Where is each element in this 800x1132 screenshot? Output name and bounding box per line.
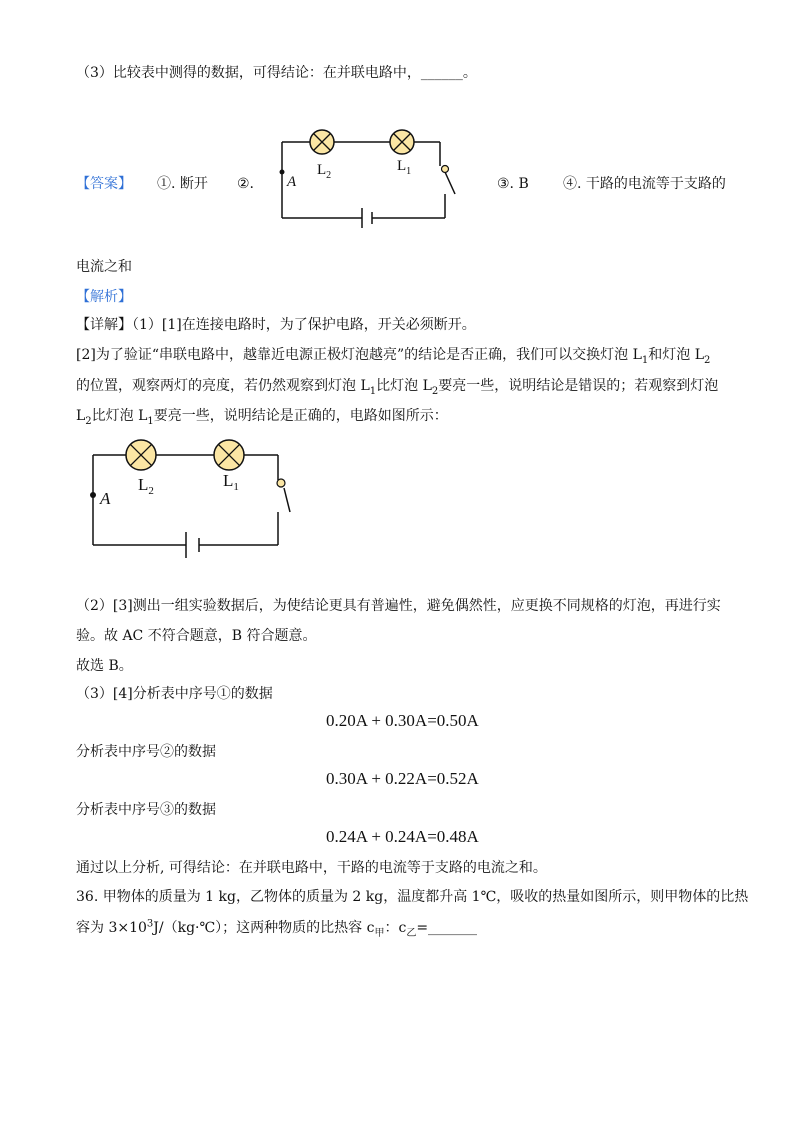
part3-conclusion: 通过以上分析, 可得结论：在并联电路中，干路的电流等于支路的电流之和。 bbox=[76, 860, 547, 876]
answer-continuation: 电流之和 bbox=[76, 259, 132, 275]
equation-1: 0.20A + 0.30A=0.50A bbox=[326, 711, 479, 730]
part3-label-3: 分析表中序号③的数据 bbox=[76, 802, 216, 818]
part2-choose: 故选 B。 bbox=[76, 658, 133, 674]
switch-icon bbox=[442, 166, 449, 173]
answer-circuit-diagram bbox=[270, 120, 470, 235]
point-a-label: A bbox=[100, 489, 111, 508]
explanation-circuit-diagram bbox=[82, 436, 302, 561]
equation-2: 0.30A + 0.22A=0.52A bbox=[326, 769, 479, 788]
para2-line1: [2]为了验证“串联电路中，越靠近电源正极灯泡越亮”的结论是否正确，我们可以交换灯泡 $L_1$和灯泡 $L_2$ bbox=[76, 347, 711, 366]
detail-line bbox=[76, 315, 476, 335]
point-a-dot bbox=[90, 492, 96, 498]
detail-tag: 【详解】 bbox=[76, 317, 132, 333]
point-a-dot bbox=[280, 170, 285, 175]
question-36-line1: 36. 甲物体的质量为 1 kg，乙物体的质量为 2 kg，温度都升高 1℃，吸收的热量如图所示，则甲物体的比热 bbox=[76, 889, 749, 905]
answer-item-4: ④. 干路的电流等于支路的 bbox=[563, 176, 726, 192]
part3-label-2: 分析表中序号②的数据 bbox=[76, 744, 216, 760]
answer-tag: 【答案】 bbox=[76, 176, 132, 192]
lamp-l1-icon bbox=[390, 130, 414, 154]
part2-line1: （2）[3]测出一组实验数据后，为使结论更具有普遍性，避免偶然性，应更换不同规格的灯泡，再进行实 bbox=[76, 598, 721, 614]
lamp-l2-label: $L_2$ bbox=[138, 475, 154, 497]
lamp-l2-label: $L_2$ bbox=[317, 162, 332, 181]
answer-item-1: ①. 断开 bbox=[157, 176, 208, 192]
lamp-l1-icon bbox=[214, 440, 244, 470]
detail-text: （1）[1]在连接电路时，为了保护电路，开关必须断开。 bbox=[132, 317, 476, 333]
question-part3-text: （3）比较表中测得的数据，可得结论：在并联电路中，______。 bbox=[76, 65, 477, 81]
switch-icon bbox=[277, 479, 285, 487]
question-36-line2: 容为 $3\times 10^3J/(kg\cdot℃)$；这两种物质的比热容 $c_甲$：$c_乙=\_\_\_\_\_\_\_$ bbox=[76, 918, 478, 939]
lamp-l1-label: $L_1$ bbox=[397, 158, 412, 177]
point-a-label: A bbox=[287, 174, 297, 190]
lamp-l2-icon bbox=[310, 130, 334, 154]
equation-3: 0.24A + 0.24A=0.48A bbox=[326, 827, 479, 846]
part3-intro: （3）[4]分析表中序号①的数据 bbox=[76, 686, 273, 702]
para2-line3: $L_2$比灯泡 $L_1$要亮一些，说明结论是正确的，电路如图所示： bbox=[76, 408, 448, 427]
para2-line2: 的位置，观察两灯的亮度，若仍然观察到灯泡 $L_1$比灯泡 $L_2$要亮一些，说明结论是错误的；若观察到灯泡 bbox=[76, 378, 719, 397]
part2-line2: 验。故 AC 不符合题意，B 符合题意。 bbox=[76, 628, 317, 644]
lamp-l1-label: $L_1$ bbox=[223, 471, 239, 493]
analysis-tag: 【解析】 bbox=[76, 289, 132, 305]
answer-item-3: ③. B bbox=[497, 176, 529, 192]
answer-item-2: ②. bbox=[237, 176, 255, 192]
lamp-l2-icon bbox=[126, 440, 156, 470]
